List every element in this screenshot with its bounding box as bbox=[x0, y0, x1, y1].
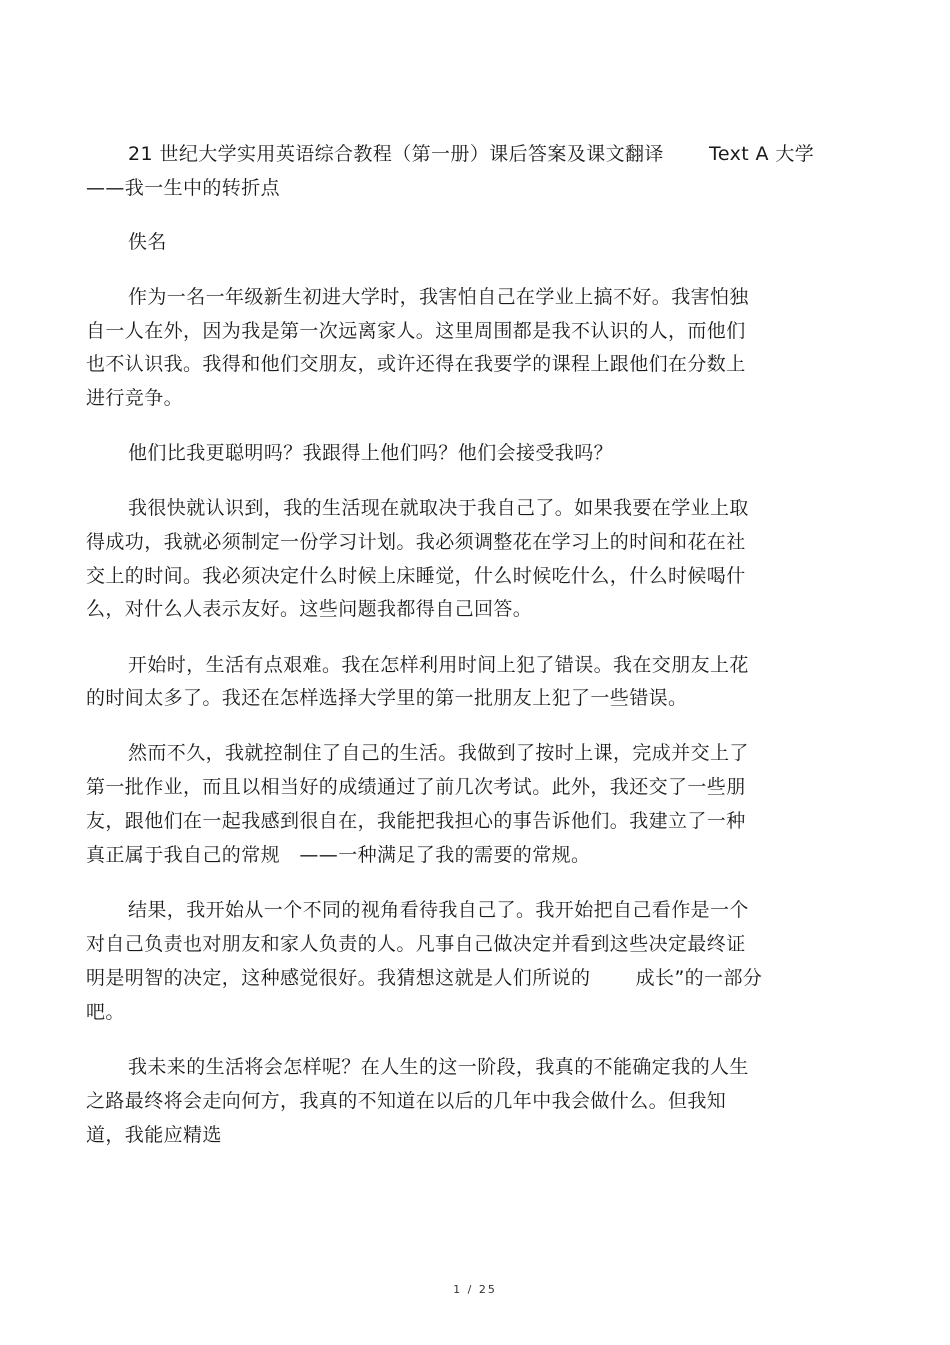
paragraph-line: 交上的时间。我必须决定什么时候上床睡觉，什么时候吃什么，什么时候喝什 bbox=[86, 565, 746, 587]
paragraph-line: 的时间太多了。我还在怎样选择大学里的第一批朋友上犯了一些错误。 bbox=[86, 687, 688, 709]
paragraph-line: 之路最终将会走向何方，我真的不知道在以后的几年中我会做什么。但我知 bbox=[86, 1090, 727, 1112]
paragraph-line: 他们比我更聪明吗？我跟得上他们吗？他们会接受我吗？ bbox=[128, 442, 614, 464]
paragraph-line: 吧。 bbox=[86, 1001, 125, 1023]
paragraph-line: 友，跟他们在一起我感到很自在，我能把我担心的事告诉他们。我建立了一种 bbox=[86, 810, 746, 832]
paragraph-line: 么，对什么人表示友好。这些问题我都得自己回答。 bbox=[86, 598, 533, 620]
paragraph-line: 真正属于我自己的常规 ——一种满足了我的需要的常规。 bbox=[86, 844, 591, 866]
paragraph-line: 作为一名一年级新生初进大学时，我害怕自己在学业上搞不好。我害怕独 bbox=[128, 286, 749, 308]
paragraph-line: 道，我能应精选 bbox=[86, 1124, 222, 1146]
page-total: 25 bbox=[478, 1283, 497, 1296]
paragraph-line: 明是明智的决定，这种感觉很好。我猜想这就是人们所说的 成长”的一部分 bbox=[86, 967, 763, 989]
paragraph-line: 也不认识我。我得和他们交朋友，或许还得在我要学的课程上跟他们在分数上 bbox=[86, 353, 746, 375]
paragraph-line: 自一人在外，因为我是第一次远离家人。这里周围都是我不认识的人，而他们 bbox=[86, 320, 746, 342]
paragraph-line: 结果，我开始从一个不同的视角看待我自己了。我开始把自己看作是一个 bbox=[128, 899, 749, 921]
paragraph-line: 我未来的生活将会怎样呢？在人生的这一阶段，我真的不能确定我的人生 bbox=[128, 1056, 749, 1078]
document-title-line-1: 21 世纪大学实用英语综合教程（第一册）课后答案及课文翻译 Text A 大学 bbox=[128, 143, 815, 165]
page-number-footer bbox=[0, 1283, 950, 1296]
paragraph-line: 然而不久，我就控制住了自己的生活。我做到了按时上课，完成并交上了 bbox=[128, 742, 749, 764]
paragraph-line: 对自己负责也对朋友和家人负责的人。凡事自己做决定并看到这些决定最终证 bbox=[86, 933, 746, 955]
paragraph-line: 我很快就认识到，我的生活现在就取决于我自己了。如果我要在学业上取 bbox=[128, 497, 749, 519]
paragraph-line: 进行竞争。 bbox=[86, 387, 184, 409]
author-name: 佚名 bbox=[128, 231, 167, 253]
page-current: 1 bbox=[453, 1283, 463, 1296]
paragraph-line: 开始时，生活有点艰难。我在怎样利用时间上犯了错误。我在交朋友上花 bbox=[128, 654, 749, 676]
paragraph-line: 得成功，我就必须制定一份学习计划。我必须调整花在学习上的时间和花在社 bbox=[86, 531, 746, 553]
document-title-line-2: ——我一生中的转折点 bbox=[86, 177, 281, 199]
page-separator: / bbox=[467, 1283, 474, 1296]
paragraph-line: 第一批作业，而且以相当好的成绩通过了前几次考试。此外，我还交了一些朋 bbox=[86, 776, 746, 798]
